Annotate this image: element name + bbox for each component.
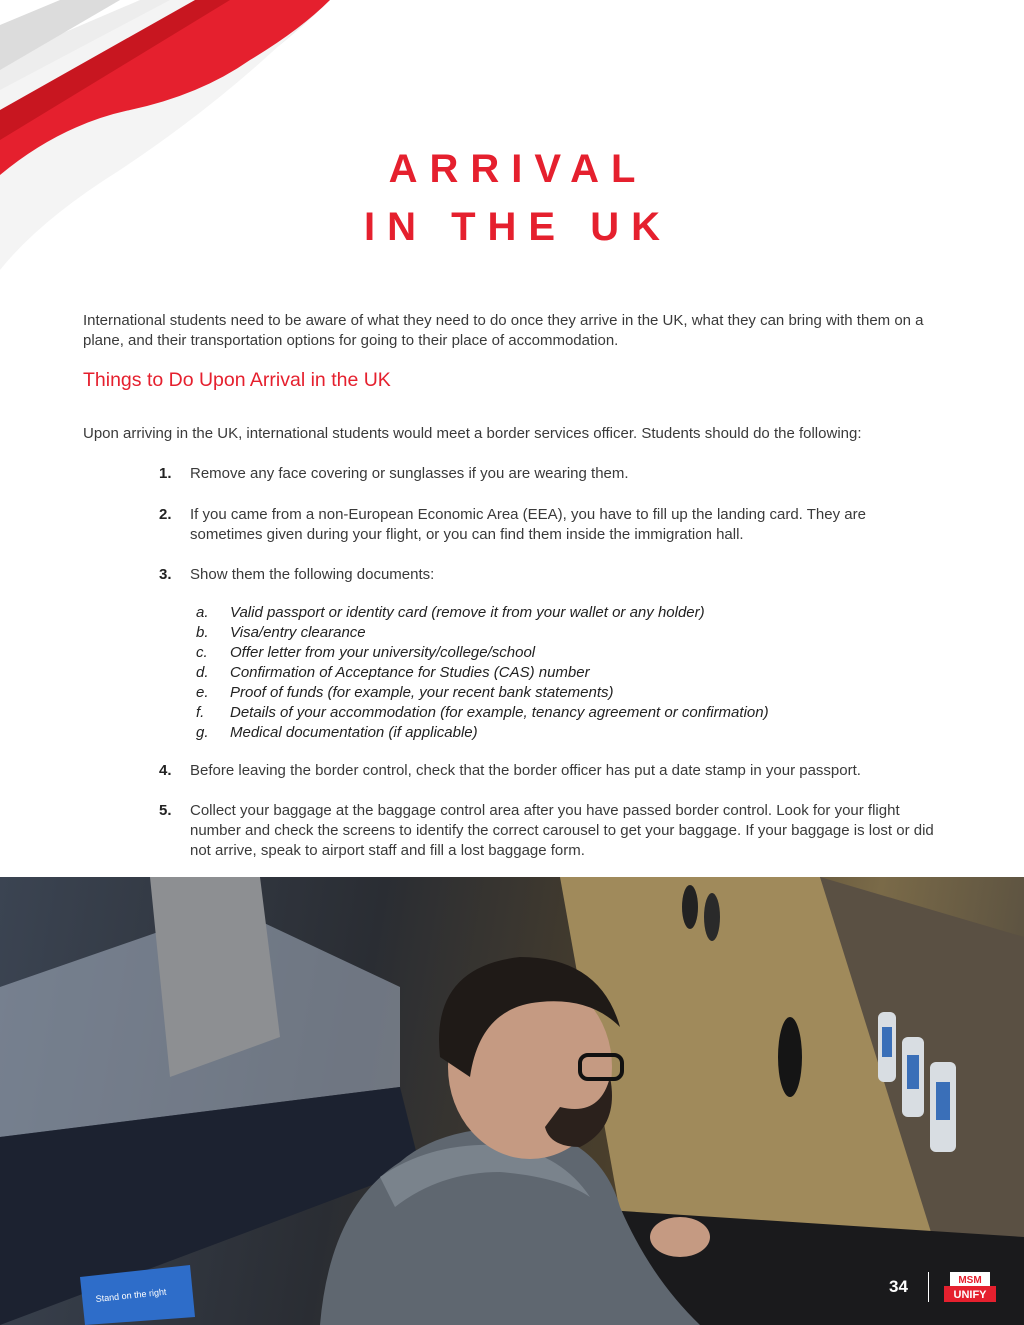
section-heading: Things to Do Upon Arrival in the UK — [83, 369, 391, 391]
document-letter: d. — [196, 664, 209, 681]
step-text: Remove any face covering or sunglasses if you are wearing them. — [190, 465, 629, 482]
document-text: Proof of funds (for example, your recent bank statements) — [230, 684, 614, 701]
document-text: Medical documentation (if applicable) — [230, 724, 478, 741]
document-letter: b. — [196, 624, 209, 641]
footer-divider — [928, 1272, 929, 1302]
document-text: Details of your accommodation (for example, tenancy agreement or confirmation) — [230, 704, 769, 721]
step-number: 4. — [159, 762, 172, 779]
document-letter: a. — [196, 604, 209, 621]
step-text: If you came from a non-European Economic Area (EEA), you have to fill up the landing card. They are sometimes given during your flight, or you can find them inside the immigration hall. — [190, 506, 866, 543]
title-line-1: ARRIVAL — [388, 147, 648, 191]
step-number: 3. — [159, 566, 172, 583]
logo-top-text: MSM — [958, 1275, 982, 1286]
title-line-2: IN THE UK — [364, 205, 672, 249]
page-title — [0, 140, 1024, 256]
page-number: 34 — [889, 1277, 908, 1296]
intro-paragraph: International students need to be aware of what they need to do once they arrive in the UK, what they can bring with them on a plane, and their transportation options for going to their place of accommodation. — [83, 312, 924, 349]
step-text: Show them the following documents: — [190, 566, 435, 583]
document-text: Valid passport or identity card (remove it from your wallet or any holder) — [230, 604, 705, 621]
document-letter: g. — [196, 724, 209, 741]
escalator-photo — [0, 877, 1024, 1325]
step-number: 2. — [159, 506, 172, 523]
document-text: Offer letter from your university/college/school — [230, 644, 536, 661]
step-number: 1. — [159, 465, 172, 482]
lead-paragraph: Upon arriving in the UK, international students would meet a border services officer. Students should do the following: — [83, 425, 862, 442]
step-number: 5. — [159, 802, 172, 819]
step-text: Before leaving the border control, check that the border officer has put a date stamp in your passport. — [190, 762, 861, 779]
document-letter: f. — [196, 704, 205, 721]
document-letter: c. — [196, 644, 208, 661]
document-text: Confirmation of Acceptance for Studies (CAS) number — [230, 664, 590, 681]
msm-unify-logo — [944, 1272, 996, 1302]
photo-sign-text: Stand on the right — [95, 1286, 167, 1304]
document-letter: e. — [196, 684, 209, 701]
step-text: Collect your baggage at the baggage control area after you have passed border control. Look for your flight number and check the screens to identify the correct carousel to get your baggage. If your baggage is lost or did not arrive, speak to airport staff and fill a lost baggage form. — [190, 802, 934, 859]
logo-bottom-text: UNIFY — [953, 1289, 987, 1301]
document-text: Visa/entry clearance — [230, 624, 366, 641]
